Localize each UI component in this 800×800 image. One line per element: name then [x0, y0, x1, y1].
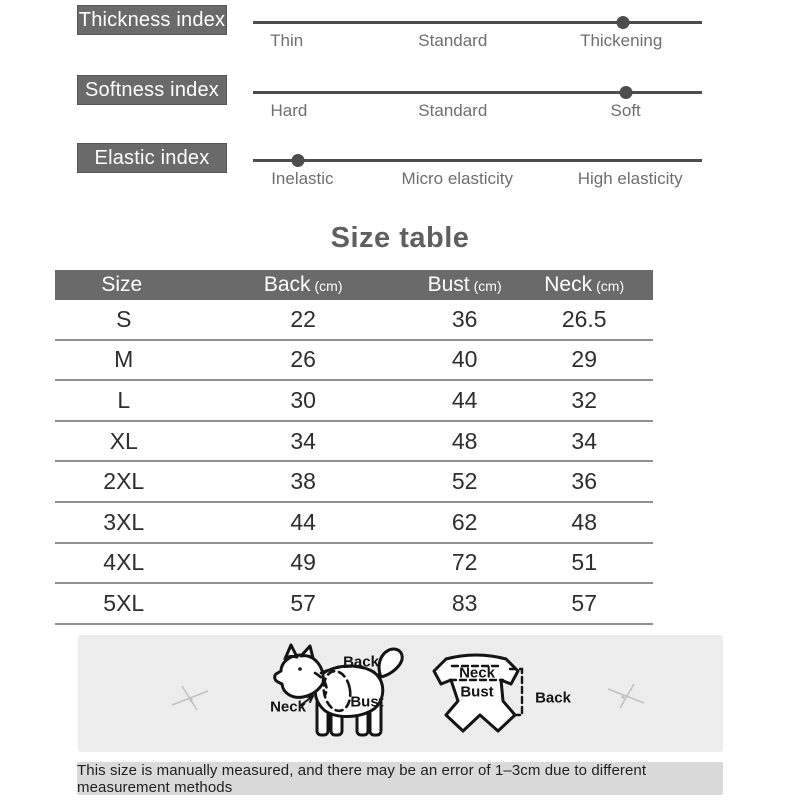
size-table-title: Size table: [330, 222, 470, 254]
table-row: [55, 462, 653, 503]
dog-neck-label: Neck: [270, 698, 306, 716]
cell-size: 2XL: [103, 468, 145, 495]
cell-back: 57: [290, 589, 316, 616]
softness-slider: [253, 75, 702, 137]
cell-neck: 26.5: [561, 305, 607, 332]
tick-soft: Soft: [610, 101, 641, 120]
watermark-cross-icon: [606, 681, 646, 711]
cell-back: 38: [290, 468, 316, 495]
col-header-back: Back (cm): [263, 273, 343, 296]
cell-back: 22: [290, 305, 316, 332]
cell-size: M: [114, 346, 134, 373]
cell-neck: 34: [571, 427, 597, 454]
tick-micro-elasticity: Micro elasticity: [401, 169, 514, 188]
cell-size: L: [117, 386, 131, 413]
softness-index-row: [0, 75, 800, 137]
cell-back: 30: [290, 386, 316, 413]
col-header-bust: Bust (cm): [427, 273, 502, 296]
cell-size: S: [116, 305, 132, 332]
size-table: [55, 270, 653, 625]
slider-track: [253, 91, 702, 94]
cell-neck: 51: [571, 549, 597, 576]
cell-neck: 48: [571, 508, 597, 535]
cell-bust: 72: [451, 549, 478, 576]
softness-index-label: Softness index: [77, 75, 227, 105]
tick-thickening: Thickening: [580, 31, 663, 50]
tick-thin: Thin: [270, 31, 304, 50]
slider-dot: [619, 86, 632, 99]
table-row: [55, 544, 653, 585]
garment-back-label: Back: [535, 689, 571, 707]
elastic-index-row: [0, 143, 800, 205]
watermark-cross-icon: [170, 683, 210, 713]
thickness-slider: [253, 5, 702, 67]
table-row: [55, 422, 653, 463]
cell-neck: 29: [571, 346, 597, 373]
thickness-index-label: Thickness index: [77, 5, 227, 35]
dog-bust-label: Bust: [350, 693, 384, 711]
measurement-diagram-panel: [78, 635, 723, 752]
cell-neck: 36: [571, 468, 597, 495]
cell-bust: 62: [451, 508, 478, 535]
elastic-slider: [253, 143, 702, 205]
tick-standard: Standard: [418, 31, 488, 50]
size-table-header: [55, 270, 653, 300]
table-row: [55, 381, 653, 422]
cell-bust: 40: [451, 346, 478, 373]
cell-back: 34: [290, 427, 316, 454]
tick-high-elasticity: High elasticity: [577, 169, 683, 188]
table-row: [55, 341, 653, 382]
thickness-index-row: [0, 5, 800, 67]
cell-back: 44: [290, 508, 316, 535]
measurement-disclaimer: This size is manually measured, and there may be an error of 1–3cm due to different measurement methods: [77, 762, 723, 795]
cell-bust: 36: [451, 305, 478, 332]
slider-track: [253, 159, 702, 162]
cell-back: 26: [290, 346, 316, 373]
col-header-neck: Neck (cm): [544, 273, 625, 296]
cell-neck: 57: [571, 589, 597, 616]
cell-size: 3XL: [103, 508, 145, 535]
cell-bust: 48: [451, 427, 478, 454]
garment-bust-label: Bust: [460, 683, 494, 701]
cell-back: 49: [290, 549, 316, 576]
slider-track: [253, 21, 702, 24]
tick-standard: Standard: [418, 101, 488, 120]
garment-neck-label: Neck: [459, 664, 495, 682]
table-row: [55, 503, 653, 544]
cell-bust: 44: [451, 386, 478, 413]
cell-size: 4XL: [103, 549, 145, 576]
col-header-size: Size: [101, 273, 143, 296]
table-row: [55, 300, 653, 341]
cell-size: 5XL: [103, 589, 145, 616]
cell-size: XL: [109, 427, 138, 454]
dog-back-label: Back: [343, 653, 379, 671]
tick-hard: Hard: [270, 101, 308, 120]
slider-dot: [616, 16, 629, 29]
cell-bust: 83: [451, 589, 478, 616]
tick-inelastic: Inelastic: [271, 169, 334, 188]
table-row: [55, 584, 653, 625]
cell-neck: 32: [571, 386, 597, 413]
elastic-index-label: Elastic index: [77, 143, 227, 173]
cell-bust: 52: [451, 468, 478, 495]
slider-dot: [291, 154, 304, 167]
